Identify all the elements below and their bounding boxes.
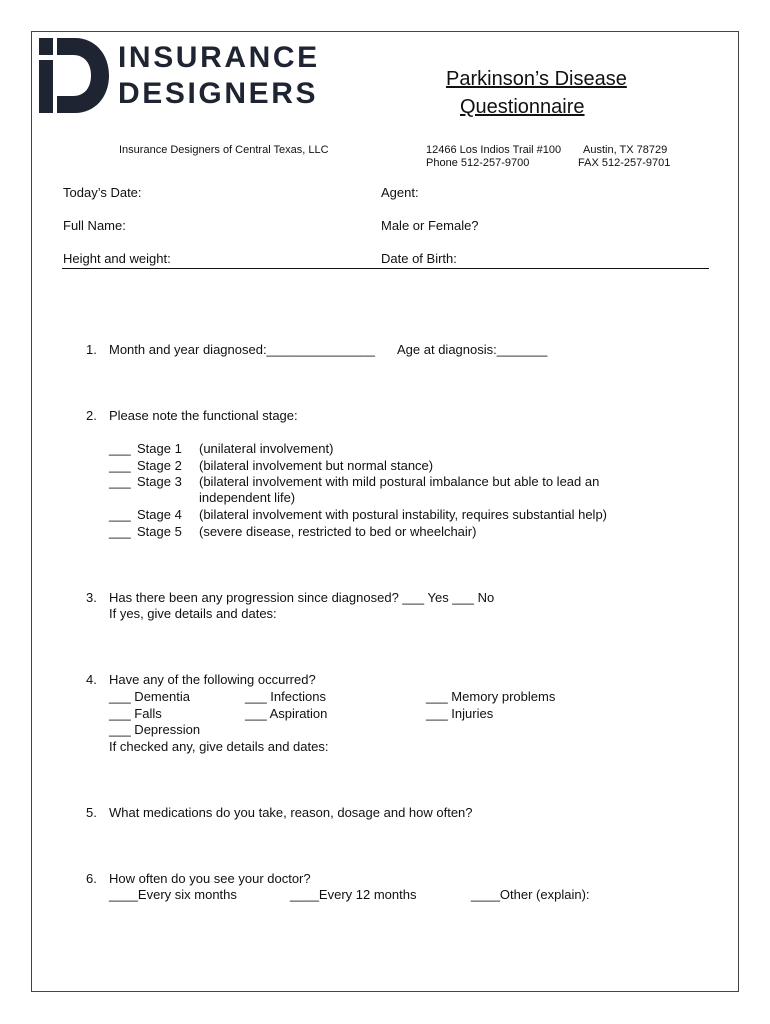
infections-checkbox[interactable]: ___ Infections: [245, 689, 326, 704]
company-phone: Phone 512-257-9700: [426, 157, 530, 169]
stage1-desc: (unilateral involvement): [199, 441, 334, 456]
depression-checkbox[interactable]: ___ Depression: [109, 722, 201, 737]
company-city: Austin, TX 78729: [583, 144, 668, 156]
brand-name-line1: INSURANCE: [118, 41, 320, 74]
falls-checkbox[interactable]: ___ Falls: [109, 706, 162, 721]
q2-number: 2.: [86, 408, 97, 423]
stage5-label: Stage 5: [137, 524, 182, 539]
brand-name-line2: DESIGNERS: [118, 77, 319, 110]
q1-number: 1.: [86, 342, 97, 357]
q4-details-field[interactable]: If checked any, give details and dates:: [109, 739, 329, 754]
form-title-line1: Parkinson’s Disease: [446, 68, 627, 90]
q4-number: 4.: [86, 672, 97, 687]
q1-age-field[interactable]: Age at diagnosis:_______: [397, 342, 548, 357]
injuries-checkbox[interactable]: ___ Injuries: [426, 706, 494, 721]
height-weight-field[interactable]: Height and weight:: [63, 251, 171, 266]
stage5-desc: (severe disease, restricted to bed or wheelchair): [199, 524, 477, 539]
q4-question: Have any of the following occurred?: [109, 672, 316, 687]
full-name-field[interactable]: Full Name:: [63, 218, 126, 233]
gender-field[interactable]: Male or Female?: [381, 218, 479, 233]
q2-question: Please note the functional stage:: [109, 408, 298, 423]
stage3-checkbox[interactable]: ___: [109, 474, 131, 489]
stage1-checkbox[interactable]: ___: [109, 441, 131, 456]
stage3-desc: (bilateral involvement with mild postural imbalance but able to lead an: [199, 474, 600, 489]
company-address: 12466 Los Indios Trail #100: [426, 144, 562, 156]
aspiration-checkbox[interactable]: ___ Aspiration: [245, 706, 328, 721]
agent-field[interactable]: Agent:: [381, 185, 419, 200]
form-title-line2: Questionnaire: [460, 96, 585, 118]
dementia-checkbox[interactable]: ___ Dementia: [109, 689, 190, 704]
stage4-checkbox[interactable]: ___: [109, 507, 131, 522]
q3-details-field[interactable]: If yes, give details and dates:: [109, 606, 277, 621]
q5-medications-field[interactable]: What medications do you take, reason, dosage and how often?: [109, 805, 473, 820]
stage2-checkbox[interactable]: ___: [109, 458, 131, 473]
company-name: Insurance Designers of Central Texas, LLC: [119, 144, 329, 156]
stage2-label: Stage 2: [137, 458, 182, 473]
company-fax: FAX 512-257-9701: [578, 157, 671, 169]
q3-progression-question[interactable]: Has there been any progression since diagnosed? ___ Yes ___ No: [109, 590, 495, 605]
stage3-desc-cont: independent life): [199, 490, 296, 505]
stage4-label: Stage 4: [137, 507, 182, 522]
q3-number: 3.: [86, 590, 97, 605]
q6-question: How often do you see your doctor?: [109, 871, 311, 886]
todays-date-field[interactable]: Today’s Date:: [63, 185, 142, 200]
stage4-desc: (bilateral involvement with postural instability, requires substantial help): [199, 507, 608, 522]
other-explain-option[interactable]: ____Other (explain):: [471, 887, 590, 902]
date-of-birth-field[interactable]: Date of Birth:: [381, 251, 457, 266]
q5-number: 5.: [86, 805, 97, 820]
stage3-label: Stage 3: [137, 474, 182, 489]
stage1-label: Stage 1: [137, 441, 182, 456]
q6-number: 6.: [86, 871, 97, 886]
every-six-months-option[interactable]: ____Every six months: [109, 887, 237, 902]
stage5-checkbox[interactable]: ___: [109, 524, 131, 539]
stage2-desc: (bilateral involvement but normal stance): [199, 458, 434, 473]
every-12-months-option[interactable]: ____Every 12 months: [290, 887, 417, 902]
insurance-designers-logo-icon: [39, 38, 109, 113]
memory-problems-checkbox[interactable]: ___ Memory problems: [426, 689, 556, 704]
q1-diagnosed-field[interactable]: Month and year diagnosed:_______________: [109, 342, 376, 357]
header-divider: [62, 268, 709, 269]
